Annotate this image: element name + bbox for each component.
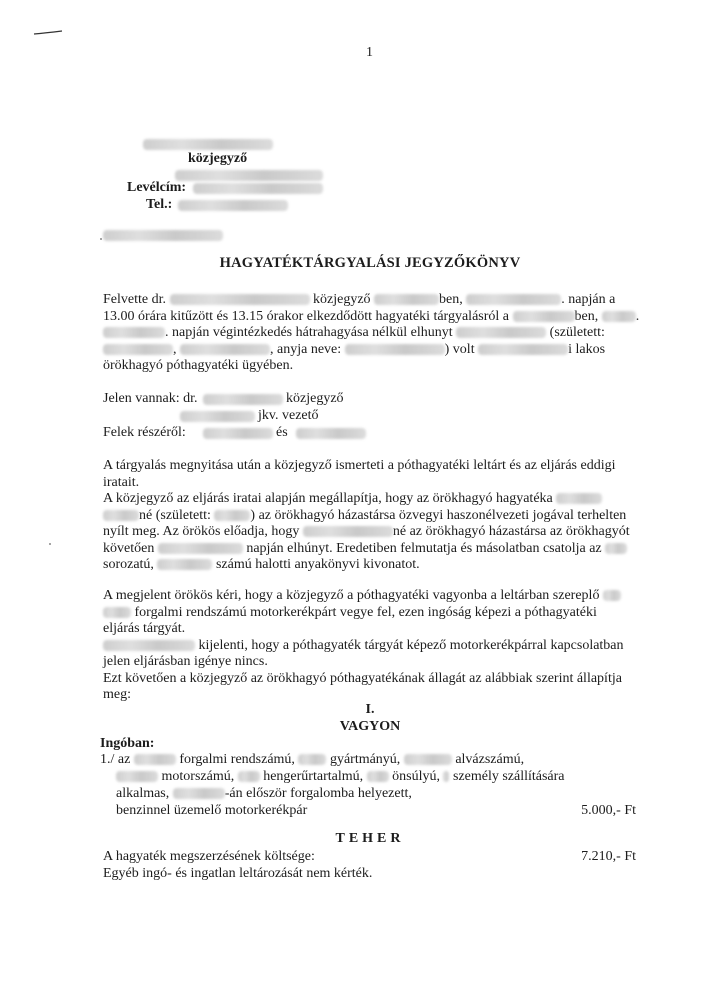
present-parties-label: Felek részéről: bbox=[103, 425, 186, 440]
para1-l7a: sorozatú, bbox=[103, 557, 154, 572]
asset-item-line1 bbox=[100, 752, 524, 769]
para2-l2: forgalmi rendszámú motorkerékpárt vegye fel, ezen ingóság képezi a póthagyatéki bbox=[134, 604, 597, 620]
para1-l3: A közjegyző az eljárás iratai alapján megállapítja, hogy az örökhagyó hagyatéka bbox=[103, 491, 553, 506]
intro-l2b: ben, bbox=[574, 308, 599, 324]
item-l2c: önsúlyú, bbox=[392, 769, 440, 784]
redacted bbox=[303, 526, 393, 537]
item-l3b: -án először forgalomba helyezett, bbox=[224, 786, 412, 801]
redacted bbox=[170, 294, 310, 305]
intro-l4b: , anyja neve: bbox=[270, 341, 342, 357]
redacted bbox=[456, 327, 546, 338]
redacted bbox=[443, 771, 449, 782]
redacted bbox=[214, 510, 250, 521]
para2-l6: Ezt követően a közjegyző az örökhagyó póthagyatékának állagát az alábbiak szerint állapítja bbox=[103, 670, 622, 686]
redacted bbox=[158, 543, 243, 554]
movables-label: Ingóban: bbox=[100, 736, 155, 751]
redacted bbox=[466, 294, 561, 305]
intro-l1b: közjegyző bbox=[313, 292, 371, 307]
pen-mark bbox=[33, 30, 63, 36]
intro-l1d: . napján a bbox=[561, 292, 616, 307]
intro-l3b: (született: bbox=[549, 325, 605, 341]
section-liabilities-heading: TEHER bbox=[335, 831, 405, 846]
document-title: HAGYATÉKTÁRGYALÁSI JEGYZŐKÖNYV bbox=[219, 255, 521, 271]
intro-l1c: ben, bbox=[439, 292, 463, 307]
para1-l6a: követően bbox=[103, 540, 155, 556]
redacted bbox=[203, 394, 283, 405]
redacted bbox=[298, 754, 326, 765]
closing-note: Egyéb ingó- és ingatlan leltározását nem kérték. bbox=[103, 866, 373, 881]
intro-l3a: . napján végintézkedés hátrahagyása nélkül elhunyt bbox=[165, 325, 453, 341]
redacted bbox=[513, 311, 575, 322]
para1-l1: A tárgyalás megnyitása után a közjegyző ismerteti a póthagyatéki leltárt és az eljárás eddigi bbox=[103, 458, 616, 473]
redacted bbox=[103, 640, 195, 651]
redacted bbox=[180, 411, 255, 422]
cost-label: A hagyaték megszerzésének költsége: bbox=[103, 849, 315, 864]
scan-speck bbox=[100, 238, 102, 240]
redacted bbox=[103, 344, 173, 355]
item-prefix: 1./ az bbox=[100, 752, 131, 767]
redacted bbox=[103, 607, 131, 618]
present-notary: közjegyző bbox=[286, 391, 344, 406]
header-phone-label: Tel.: bbox=[146, 197, 173, 212]
para2-l7: meg: bbox=[103, 687, 131, 702]
redacted bbox=[478, 344, 568, 355]
para2-l5: jelen eljárásban igénye nincs. bbox=[103, 654, 268, 669]
proceedings-paragraph bbox=[103, 458, 643, 574]
header-role: közjegyző bbox=[188, 151, 248, 166]
redacted bbox=[404, 754, 452, 765]
item-l3a: alkalmas, bbox=[116, 786, 170, 801]
intro-l4a: , bbox=[173, 341, 177, 357]
scan-speck bbox=[49, 543, 51, 545]
redacted bbox=[180, 344, 270, 355]
para1-l5b: né az örökhagyó házastársa az örökhagyót bbox=[392, 524, 630, 539]
redacted bbox=[116, 771, 158, 782]
present-label: Jelen vannak: dr. bbox=[103, 391, 198, 406]
item-l2d: személy szállítására bbox=[452, 769, 565, 784]
intro-paragraph bbox=[103, 292, 643, 375]
asset-item-line2 bbox=[116, 769, 565, 786]
item-value: 5.000,- Ft bbox=[581, 803, 636, 818]
intro-l2c: . bbox=[635, 308, 640, 324]
redacted bbox=[157, 559, 212, 570]
redacted bbox=[605, 543, 627, 554]
item-l4: benzinnel üzemelő motorkerékpár bbox=[116, 803, 308, 818]
page-number: 1 bbox=[366, 45, 373, 60]
item-l1c: alvázszámú, bbox=[455, 752, 525, 767]
present-clerk: jkv. vezető bbox=[258, 408, 319, 423]
redacted bbox=[367, 771, 389, 782]
asset-item-line3 bbox=[116, 786, 412, 803]
section-numeral: I. bbox=[365, 702, 375, 717]
redacted-office bbox=[175, 170, 323, 181]
para1-l5a: nyílt meg. Az örökös előadja, hogy bbox=[103, 524, 300, 539]
redacted bbox=[238, 771, 260, 782]
item-l2b: hengerűrtartalmú, bbox=[263, 769, 364, 784]
para2-l3: eljárás tárgyát. bbox=[103, 621, 186, 636]
redacted bbox=[556, 493, 602, 504]
para1-l2: iratait. bbox=[103, 474, 140, 490]
intro-l4c: ) volt bbox=[444, 341, 475, 357]
present-and: és bbox=[276, 425, 288, 440]
intro-l4d: i lakos bbox=[568, 341, 606, 357]
cost-value: 7.210,- Ft bbox=[581, 849, 636, 864]
redacted bbox=[134, 754, 176, 765]
header-mail-label: Levélcím: bbox=[127, 180, 187, 195]
redacted-phone bbox=[178, 200, 288, 211]
para1-l4b: ) az örökhagyó házastársa özvegyi haszonélvezeti jogával terhelten bbox=[250, 507, 627, 523]
request-paragraph bbox=[103, 588, 643, 704]
redacted bbox=[173, 788, 225, 799]
redacted bbox=[345, 344, 445, 355]
redacted bbox=[374, 294, 439, 305]
intro-l2: 13.00 órára kitűzött és 13.15 órakor elkezdődött hagyatéki tárgyalásról a bbox=[103, 308, 509, 324]
redacted bbox=[603, 590, 621, 601]
para1-l6b: napján elhúnyt. Eredetiben felmutatja és másolatban csatolja az bbox=[246, 540, 602, 556]
redacted bbox=[103, 510, 139, 521]
item-l2a: motorszámú, bbox=[161, 769, 235, 784]
redacted-notary-name bbox=[143, 139, 273, 150]
item-l1a: forgalmi rendszámú, bbox=[179, 752, 295, 767]
redacted-case-number bbox=[103, 230, 223, 241]
redacted bbox=[203, 428, 273, 439]
redacted bbox=[602, 311, 636, 322]
para2-l4: kijelenti, hogy a póthagyaték tárgyát képező motorkerékpárral kapcsolatban bbox=[198, 637, 624, 653]
intro-l1a: Felvette dr. bbox=[103, 292, 166, 307]
redacted bbox=[103, 327, 165, 338]
section-assets-heading: VAGYON bbox=[339, 719, 401, 734]
redacted-address bbox=[193, 183, 323, 194]
redacted bbox=[296, 428, 366, 439]
para1-l4a: né (született: bbox=[139, 507, 211, 523]
item-l1b: gyártmányú, bbox=[329, 752, 401, 767]
para1-l7b: számú halotti anyakönyvi kivonatot. bbox=[215, 557, 420, 572]
para2-l1: A megjelent örökös kéri, hogy a közjegyző a póthagyatéki vagyonba a leltárban szereplő bbox=[103, 588, 600, 603]
intro-l5: örökhagyó póthagyatéki ügyében. bbox=[103, 358, 294, 374]
